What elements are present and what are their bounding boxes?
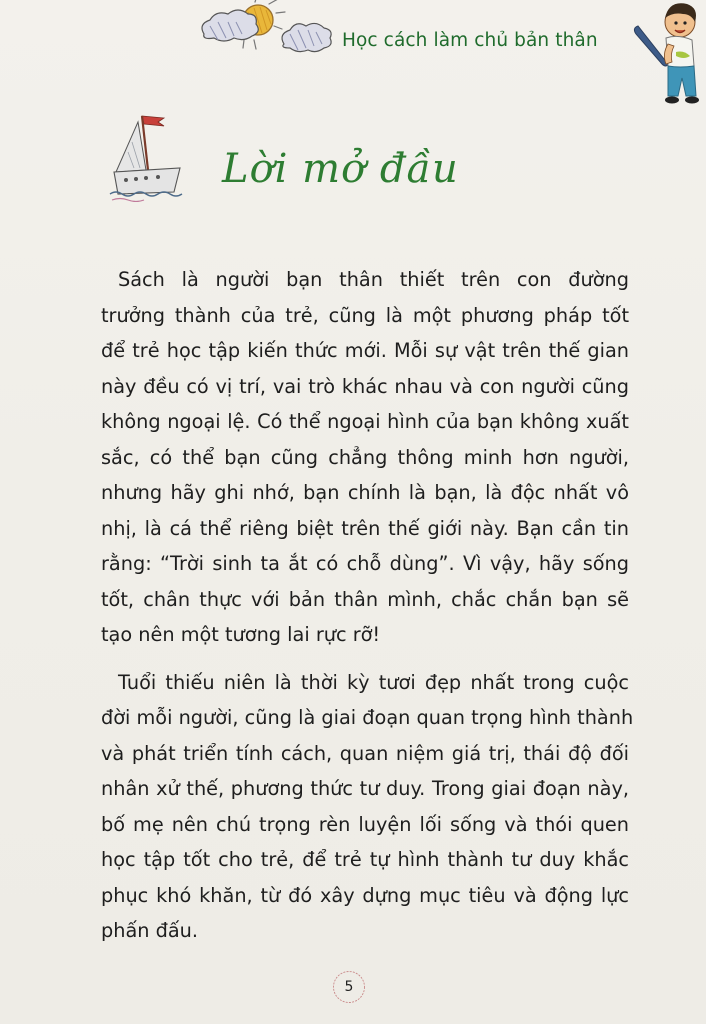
paragraph-1 — [101, 262, 629, 653]
running-title: Học cách làm chủ bản thân — [342, 30, 598, 51]
text-line: tạo nên một tương lai rực rỡ! — [101, 623, 381, 646]
text-line: tốt, chân thực với bản thân mình, chắc chắn bạn sẽ — [101, 587, 629, 611]
page-number — [331, 969, 367, 1005]
paragraph-2 — [101, 665, 634, 949]
body-text — [101, 262, 634, 949]
text-line: đời mỗi người, cũng là giai đoạn quan trọng hình thành — [101, 706, 634, 729]
text-line: rằng: “Trời sinh ta ắt có chỗ dùng”. Vì vậy, hãy sống — [101, 552, 629, 575]
text-line: nhị, là cá thể riêng biệt trên thế giới này. Bạn cần tin — [101, 516, 629, 540]
sailboat-icon — [108, 112, 186, 202]
sun-and-clouds-icon — [196, 0, 336, 70]
text-line: Tuổi thiếu niên là thời kỳ tươi đẹp nhất trong cuộc — [118, 670, 629, 694]
text-line: sắc, có thể bạn cũng chẳng thông minh hơn người, — [101, 445, 629, 469]
text-line: và phát triển tính cách, quan niệm giá trị, thái độ đối — [101, 741, 629, 765]
chapter-heading — [100, 108, 520, 208]
text-line: để trẻ học tập kiến thức mới. Mỗi sự vật trên thế gian — [101, 339, 629, 362]
text-line: trưởng thành của trẻ, cũng là một phương pháp tốt — [101, 303, 629, 327]
text-line: không ngoại lệ. Có thể ngoại hình của bạn không xuất — [101, 410, 629, 433]
text-line: học tập tốt cho trẻ, để trẻ tự hình thành tư duy khắc — [101, 848, 629, 871]
text-line: bố mẹ nên chú trọng rèn luyện lối sống và thói quen — [101, 812, 629, 836]
text-line: nhưng hãy ghi nhớ, bạn chính là bạn, là độc nhất vô — [101, 481, 629, 504]
text-line: phấn đấu. — [101, 919, 199, 942]
text-line: nhân xử thế, phương thức tư duy. Trong giai đoạn này, — [101, 777, 629, 800]
chapter-title: Lời mở đầu — [222, 146, 459, 192]
text-line: này đều có vị trí, vai trò khác nhau và con người cũng — [101, 374, 629, 398]
page-header — [0, 0, 706, 110]
text-line: Sách là người bạn thân thiết trên con đường — [118, 268, 629, 291]
text-line: phục khó khăn, từ đó xây dựng mục tiêu và động lực — [101, 883, 629, 907]
page-number-text: 5 — [344, 979, 354, 995]
boy-with-bat-icon — [632, 0, 706, 108]
